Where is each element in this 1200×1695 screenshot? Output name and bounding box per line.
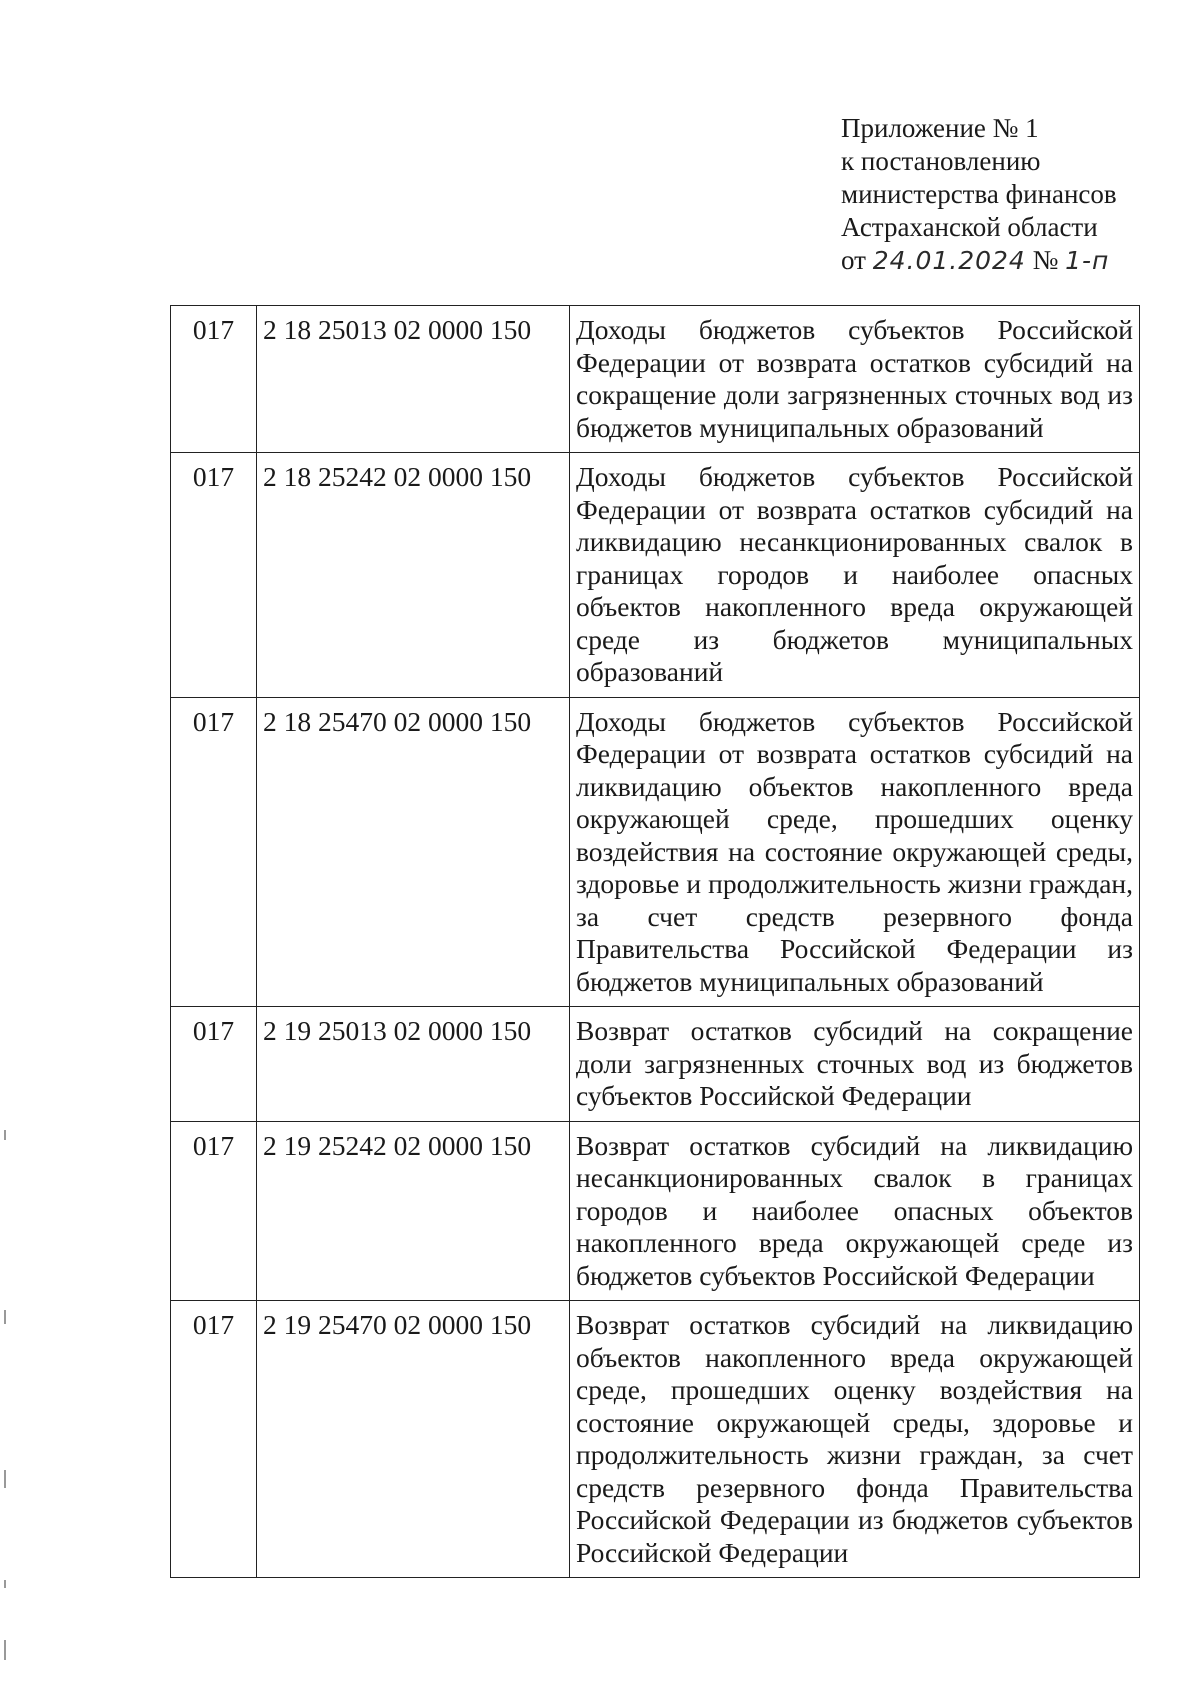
admin-code-cell: 017 <box>171 453 257 698</box>
scan-mark <box>4 1640 6 1660</box>
number-sign: № <box>1032 245 1059 275</box>
income-name-cell: Возврат остатков субсидий на ликвидацию несанкционированных свалок в границах городов и наиболее опасных объектов накопленного вреда окружающей среде из бюджетов субъектов Российской Федерации <box>570 1121 1140 1301</box>
admin-code-cell: 017 <box>171 306 257 453</box>
admin-code-cell: 017 <box>171 1121 257 1301</box>
table-row <box>171 1007 1140 1122</box>
scan-mark <box>4 1130 6 1140</box>
income-name-cell: Доходы бюджетов субъектов Российской Федерации от возврата остатков субсидий на ликвидацию несанкционированных свалок в границах городов и наиболее опасных объектов накопленного вреда окружающей среде из бюджетов муниципальных образований <box>570 453 1140 698</box>
table-row <box>171 306 1140 453</box>
handwritten-date: 24.01.2024 <box>872 246 1026 275</box>
appendix-title: Приложение № 1 <box>841 113 1039 143</box>
date-prefix: от <box>841 245 866 275</box>
budget-code-cell: 2 19 25470 02 0000 150 <box>257 1301 570 1578</box>
budget-code-cell: 2 19 25013 02 0000 150 <box>257 1007 570 1122</box>
income-name-cell: Возврат остатков субсидий на ликвидацию объектов накопленного вреда окружающей среде, прошедших оценку воздействия на состояние окружающей среды, здоровье и продолжительность жизни граждан, за счет средств резервного фонда Правительства Российской Федерации из бюджетов субъектов Российской Федерации <box>570 1301 1140 1578</box>
table-row <box>171 697 1140 1007</box>
income-name-cell: Доходы бюджетов субъектов Российской Федерации от возврата остатков субсидий на сокращение доли загрязненных сточных вод из бюджетов муниципальных образований <box>570 306 1140 453</box>
scan-edge-marks <box>4 1130 8 1670</box>
admin-code-cell: 017 <box>171 697 257 1007</box>
budget-code-cell: 2 18 25470 02 0000 150 <box>257 697 570 1007</box>
admin-code-cell: 017 <box>171 1301 257 1578</box>
scan-mark <box>4 1580 6 1588</box>
appendix-date-line <box>841 244 1161 277</box>
appendix-header <box>841 112 1161 277</box>
budget-code-cell: 2 18 25242 02 0000 150 <box>257 453 570 698</box>
handwritten-number: 1-п <box>1065 246 1110 275</box>
scan-mark <box>4 1470 6 1488</box>
table-row <box>171 1121 1140 1301</box>
income-name-cell: Возврат остатков субсидий на сокращение доли загрязненных сточных вод из бюджетов субъектов Российской Федерации <box>570 1007 1140 1122</box>
appendix-line-region: Астраханской области <box>841 212 1098 242</box>
scan-mark <box>4 1310 6 1324</box>
income-name-cell: Доходы бюджетов субъектов Российской Федерации от возврата остатков субсидий на ликвидацию объектов накопленного вреда окружающей среде, прошедших оценку воздействия на состояние окружающей среды, здоровье и продолжительность жизни граждан, за счет средств резервного фонда Правительства Российской Федерации из бюджетов муниципальных образований <box>570 697 1140 1007</box>
admin-code-cell: 017 <box>171 1007 257 1122</box>
budget-codes-table <box>170 305 1140 1578</box>
budget-code-cell: 2 18 25013 02 0000 150 <box>257 306 570 453</box>
appendix-line-ministry: министерства финансов <box>841 179 1117 209</box>
table-row <box>171 1301 1140 1578</box>
budget-code-cell: 2 19 25242 02 0000 150 <box>257 1121 570 1301</box>
table-row <box>171 453 1140 698</box>
appendix-line-resolution: к постановлению <box>841 146 1041 176</box>
